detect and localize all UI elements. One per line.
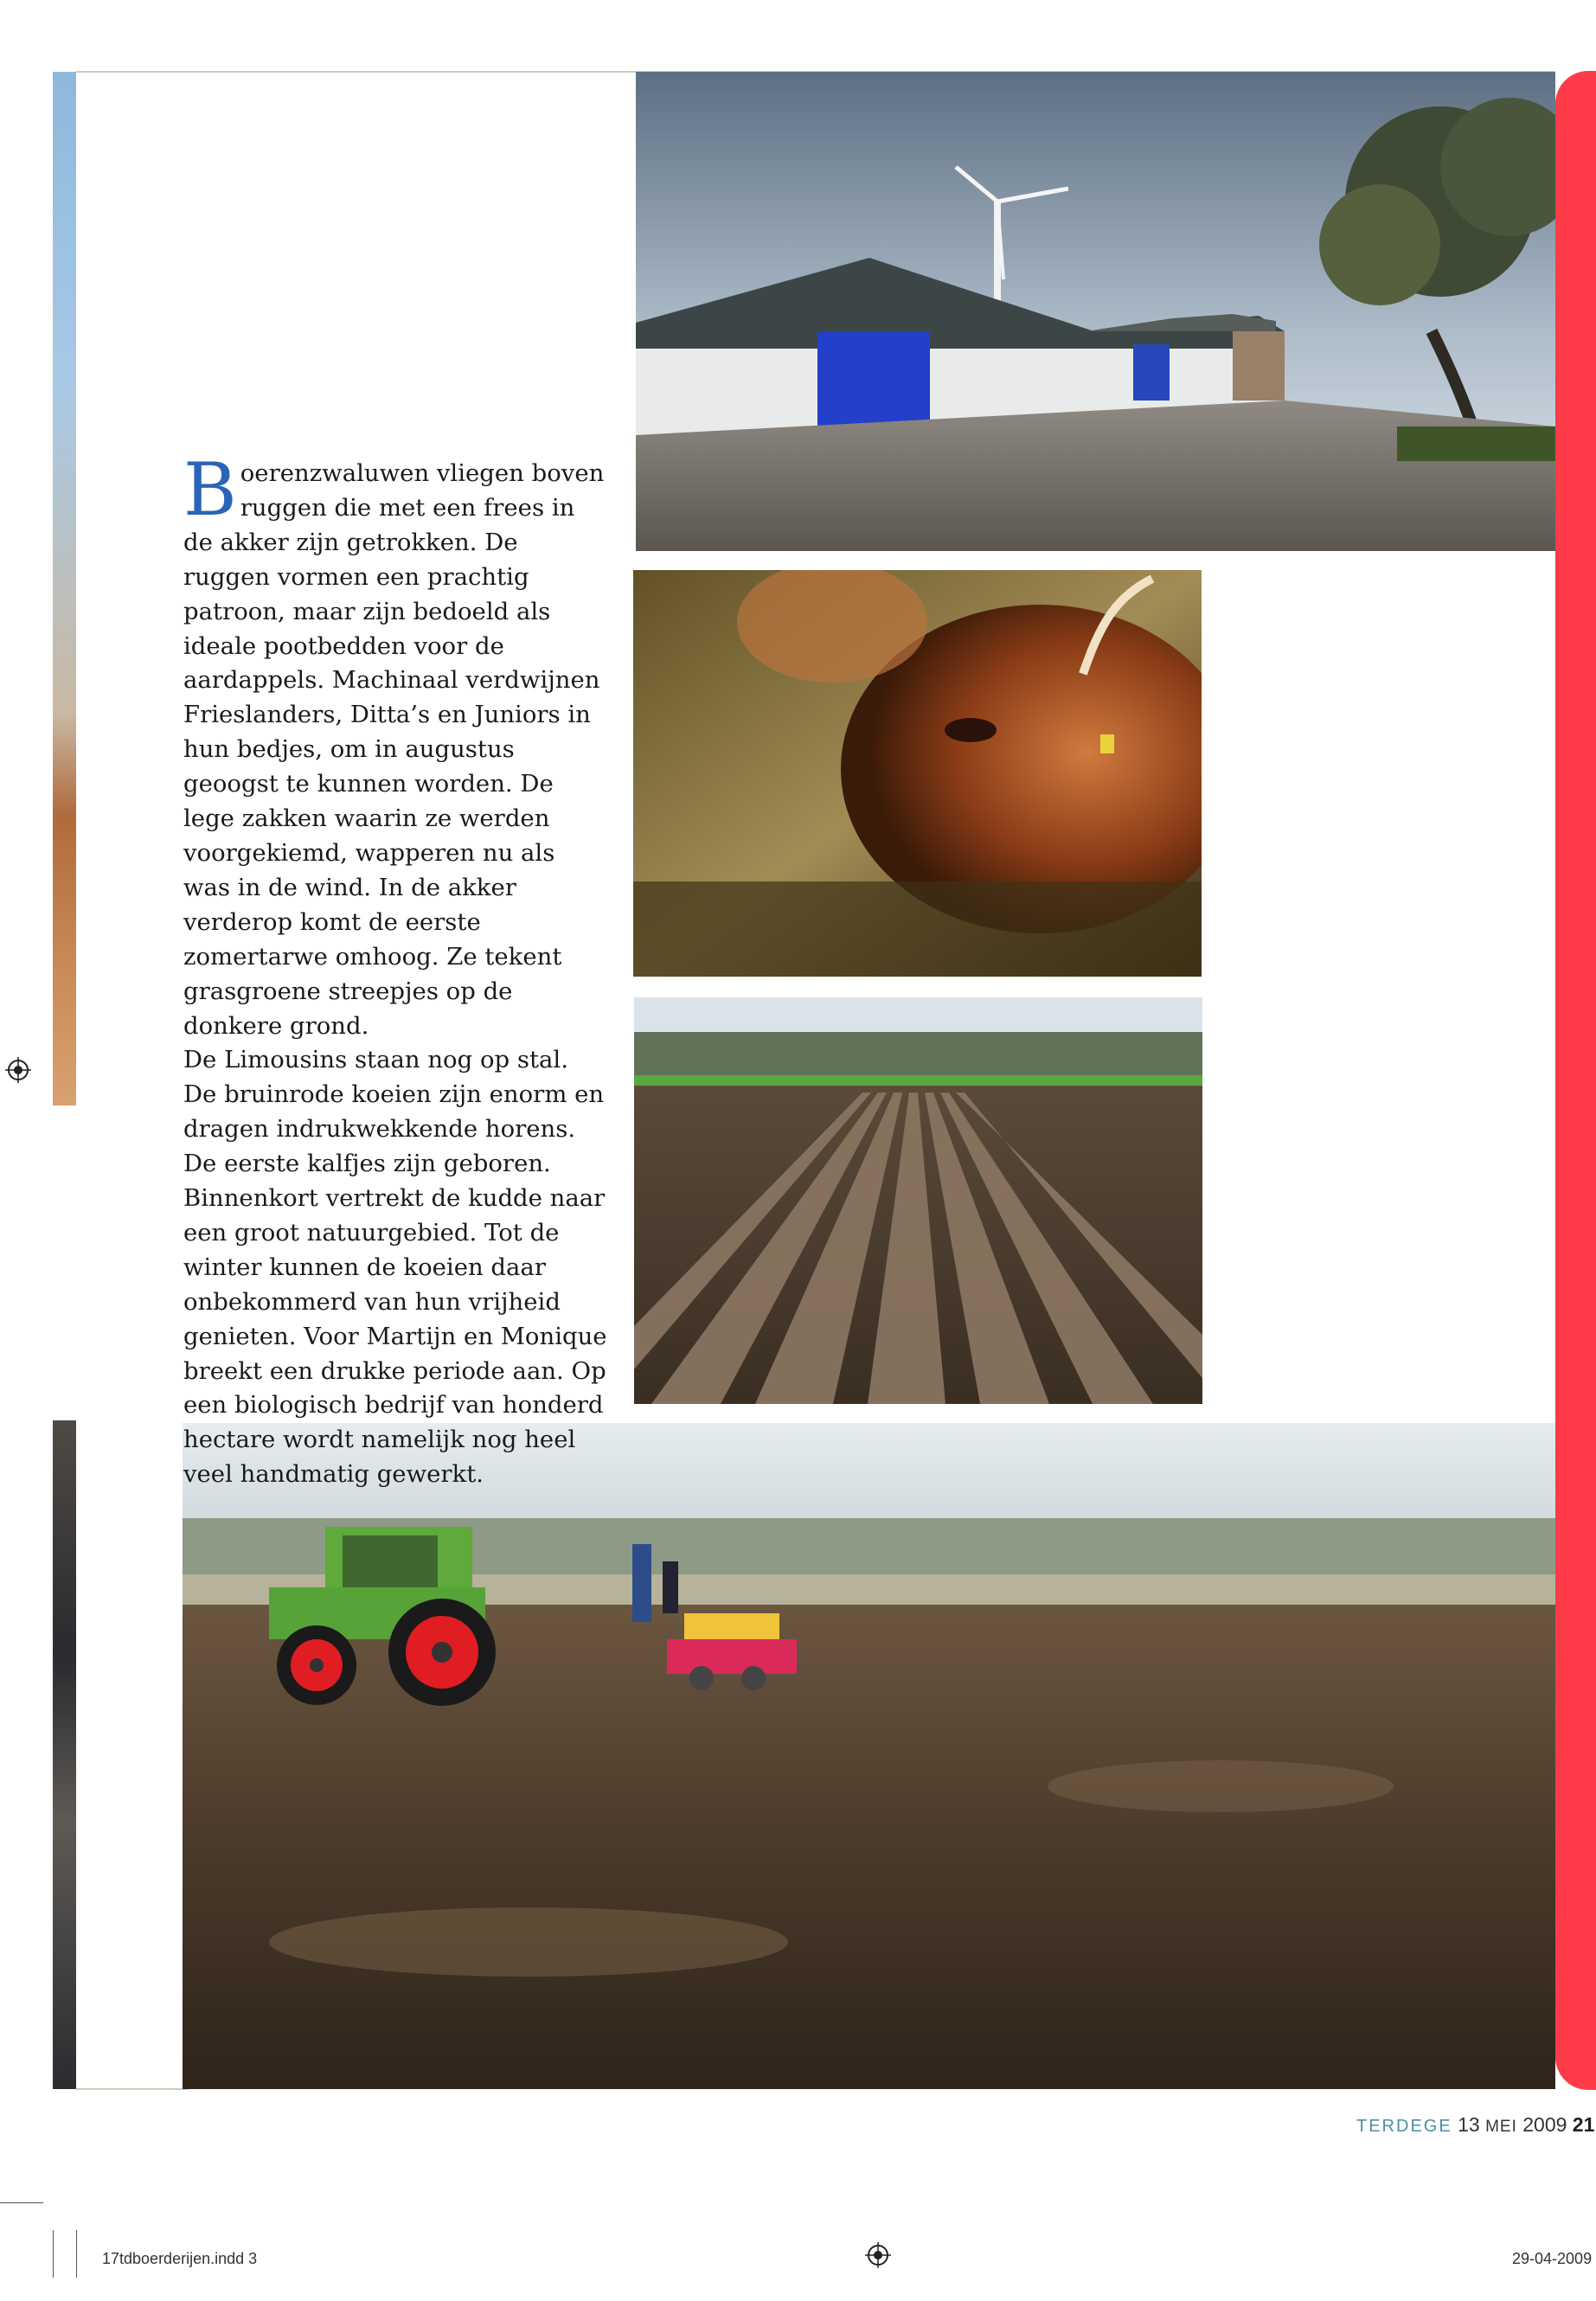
limousin-cow-photo bbox=[633, 570, 1202, 977]
crop-mark-vertical-2 bbox=[76, 2230, 77, 2278]
page-folio bbox=[1356, 2113, 1594, 2137]
barn-windmill-photo bbox=[636, 72, 1555, 551]
slug-date: 29-04-2009 bbox=[1512, 2250, 1593, 2267]
registration-mark-bottom-icon bbox=[865, 2242, 891, 2268]
issue-year: 2009 bbox=[1522, 2113, 1567, 2136]
article-paragraph-1-text: oerenzwaluwen vliegen boven ruggen die met een frees in de akker zijn getrokken. De ruggen vormen een prachtig patroon, maar zijn bedoeld als ideale pootbedden voor de aardappels. Machinaal verdwijnen Frieslanders, Ditta’s en Juniors in hun bedjes, om in augustus geoogst te kunnen worden. De lege zakken waarin ze werden voorgekiemd, wapperen nu als was in de wind. In de akker verderop komt de eerste zomertarwe omhoog. Ze tekent grasgroene streepjes op de donkere grond. bbox=[183, 459, 605, 1040]
slug-filename: 17tdboerderijen.indd 3 bbox=[102, 2250, 258, 2267]
red-page-edge bbox=[1555, 71, 1596, 2090]
article-paragraph-1 bbox=[183, 447, 607, 1043]
facing-page-photo-strip-bottom bbox=[53, 1420, 76, 2089]
facing-page-photo-strip-top bbox=[53, 72, 76, 1106]
crop-mark-vertical-1 bbox=[53, 2230, 54, 2278]
magazine-name: TERDEGE bbox=[1356, 2117, 1452, 2136]
page-number: 21 bbox=[1572, 2113, 1595, 2136]
article-body bbox=[183, 447, 607, 1492]
tractor-planting-photo bbox=[183, 1423, 1555, 2089]
issue-month: MEI bbox=[1485, 2118, 1517, 2136]
frame-line-bottom bbox=[76, 2088, 189, 2090]
registration-mark-left-icon bbox=[5, 1057, 31, 1083]
drop-cap: B bbox=[183, 447, 237, 532]
issue-day: 13 bbox=[1458, 2113, 1480, 2136]
article-paragraph-2: De Limousins staan nog op stal. De bruinrode koeien zijn enorm en dragen indrukwekkende horens. De eerste kalfjes zijn geboren. Binnenkort vertrekt de kudde naar een groot natuurgebied. Tot de winter kunnen de koeien daar onbekommerd van hun vrijheid genieten. Voor Martijn en Monique breekt een drukke periode aan. Op een biologisch bedrijf van honderd hectare wordt namelijk nog heel veel handmatig gewerkt. bbox=[183, 1046, 607, 1489]
crop-mark-left bbox=[0, 2202, 43, 2203]
potato-ridges-photo bbox=[634, 997, 1202, 1404]
